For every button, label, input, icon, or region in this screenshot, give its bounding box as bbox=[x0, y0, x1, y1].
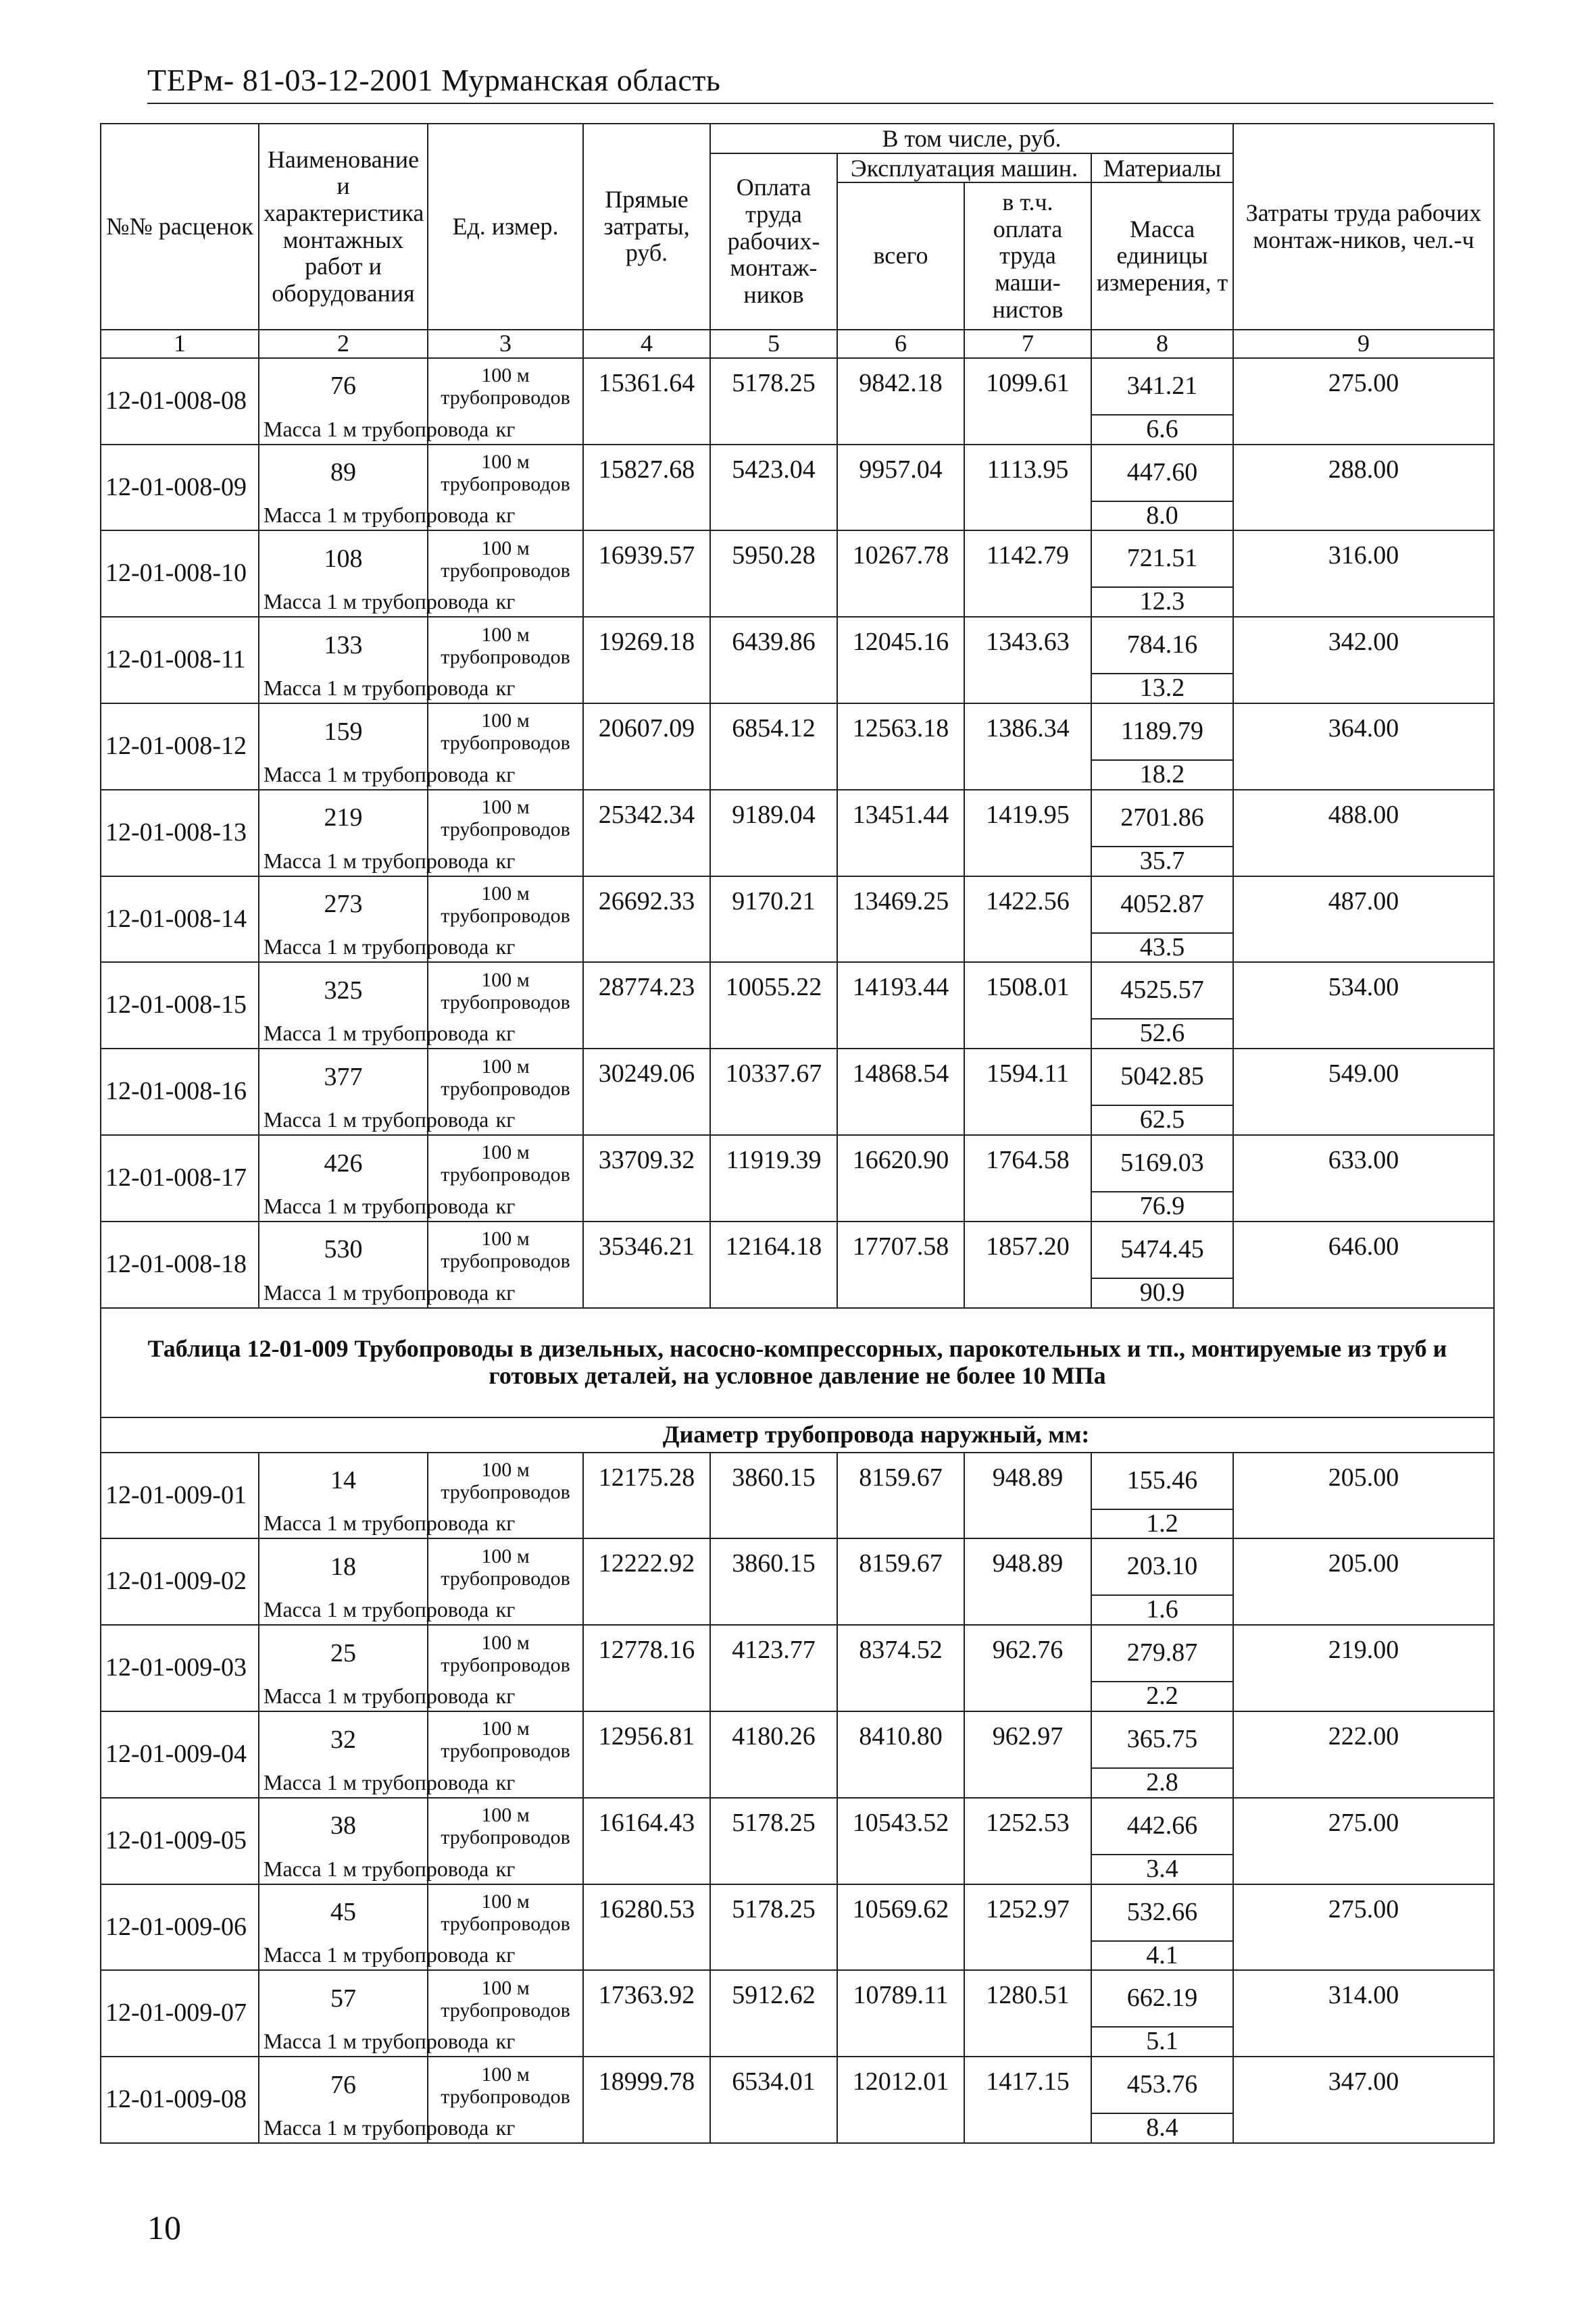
table-row bbox=[101, 1222, 1494, 1278]
col-header-materials-mass: Масса единицы измерения, т bbox=[1091, 182, 1233, 330]
labor-pay: 3860.15 bbox=[710, 1538, 837, 1625]
table-row bbox=[101, 876, 1494, 933]
mass-label: Масса 1 м трубопровода bbox=[259, 1855, 428, 1884]
column-number: 4 bbox=[583, 330, 710, 358]
labor-pay: 5912.62 bbox=[710, 1970, 837, 2057]
machines-total: 10569.62 bbox=[837, 1884, 964, 1971]
table-row bbox=[101, 358, 1494, 415]
unit-label: 100 м трубопроводов bbox=[428, 1711, 583, 1768]
table-row bbox=[101, 445, 1494, 501]
labor-hours: 222.00 bbox=[1233, 1711, 1494, 1798]
mass-value: 1.6 bbox=[1091, 1595, 1233, 1625]
mass-value: 8.0 bbox=[1091, 501, 1233, 531]
direct-cost: 28774.23 bbox=[583, 962, 710, 1049]
mass-label: Масса 1 м трубопровода bbox=[259, 1192, 428, 1222]
rate-code: 12-01-009-02 bbox=[101, 1538, 259, 1625]
machines-pay: 1419.95 bbox=[964, 790, 1091, 876]
labor-hours: 219.00 bbox=[1233, 1625, 1494, 1711]
mass-unit: кг bbox=[428, 2113, 583, 2143]
table-row bbox=[101, 530, 1494, 587]
materials-cost: 4052.87 bbox=[1091, 876, 1233, 933]
machines-total: 9957.04 bbox=[837, 445, 964, 531]
labor-hours: 205.00 bbox=[1233, 1538, 1494, 1625]
labor-pay: 4123.77 bbox=[710, 1625, 837, 1711]
mass-label: Масса 1 м трубопровода bbox=[259, 2027, 428, 2057]
col-header-machines-total: всего bbox=[837, 182, 964, 330]
mass-unit: кг bbox=[428, 933, 583, 963]
table-row bbox=[101, 1798, 1494, 1855]
pipe-diameter: 57 bbox=[259, 1970, 428, 2027]
pipe-diameter: 89 bbox=[259, 445, 428, 501]
labor-pay: 4180.26 bbox=[710, 1711, 837, 1798]
rate-code: 12-01-008-12 bbox=[101, 703, 259, 790]
machines-total: 9842.18 bbox=[837, 358, 964, 445]
machines-pay: 1280.51 bbox=[964, 1970, 1091, 2057]
mass-value: 62.5 bbox=[1091, 1105, 1233, 1135]
pipe-diameter: 426 bbox=[259, 1135, 428, 1192]
machines-pay: 1594.11 bbox=[964, 1049, 1091, 1135]
header-rule bbox=[147, 103, 1493, 104]
mass-label: Масса 1 м трубопровода bbox=[259, 2113, 428, 2143]
materials-cost: 2701.86 bbox=[1091, 790, 1233, 847]
labor-hours: 534.00 bbox=[1233, 962, 1494, 1049]
mass-unit: кг bbox=[428, 1509, 583, 1539]
pipe-diameter: 219 bbox=[259, 790, 428, 847]
column-number: 6 bbox=[837, 330, 964, 358]
mass-label: Масса 1 м трубопровода bbox=[259, 1105, 428, 1135]
pipe-diameter: 76 bbox=[259, 358, 428, 415]
mass-unit: кг bbox=[428, 501, 583, 531]
diameter-spacer bbox=[101, 1417, 259, 1453]
machines-total: 10789.11 bbox=[837, 1970, 964, 2057]
pipe-diameter: 38 bbox=[259, 1798, 428, 1855]
mass-value: 8.4 bbox=[1091, 2113, 1233, 2143]
direct-cost: 12175.28 bbox=[583, 1453, 710, 1539]
mass-unit: кг bbox=[428, 415, 583, 445]
labor-hours: 646.00 bbox=[1233, 1222, 1494, 1308]
materials-cost: 662.19 bbox=[1091, 1970, 1233, 2027]
machines-pay: 1142.79 bbox=[964, 530, 1091, 617]
labor-pay: 5950.28 bbox=[710, 530, 837, 617]
materials-cost: 1189.79 bbox=[1091, 703, 1233, 760]
unit-label: 100 м трубопроводов bbox=[428, 1798, 583, 1855]
direct-cost: 15827.68 bbox=[583, 445, 710, 531]
materials-cost: 5474.45 bbox=[1091, 1222, 1233, 1278]
unit-label: 100 м трубопроводов bbox=[428, 1135, 583, 1192]
labor-hours: 364.00 bbox=[1233, 703, 1494, 790]
labor-pay: 5178.25 bbox=[710, 358, 837, 445]
labor-hours: 314.00 bbox=[1233, 1970, 1494, 2057]
mass-unit: кг bbox=[428, 1768, 583, 1798]
table-row bbox=[101, 1049, 1494, 1105]
materials-cost: 365.75 bbox=[1091, 1711, 1233, 1768]
unit-label: 100 м трубопроводов bbox=[428, 2057, 583, 2113]
labor-pay: 5423.04 bbox=[710, 445, 837, 531]
labor-hours: 275.00 bbox=[1233, 1798, 1494, 1884]
pipe-diameter: 273 bbox=[259, 876, 428, 933]
labor-hours: 342.00 bbox=[1233, 617, 1494, 703]
direct-cost: 16280.53 bbox=[583, 1884, 710, 1971]
materials-cost: 784.16 bbox=[1091, 617, 1233, 674]
direct-cost: 15361.64 bbox=[583, 358, 710, 445]
labor-pay: 9170.21 bbox=[710, 876, 837, 963]
rate-code: 12-01-008-11 bbox=[101, 617, 259, 703]
mass-label: Масса 1 м трубопровода bbox=[259, 587, 428, 617]
rate-code: 12-01-008-18 bbox=[101, 1222, 259, 1308]
mass-value: 2.8 bbox=[1091, 1768, 1233, 1798]
pipe-diameter: 18 bbox=[259, 1538, 428, 1595]
mass-value: 35.7 bbox=[1091, 847, 1233, 876]
mass-unit: кг bbox=[428, 1941, 583, 1971]
mass-unit: кг bbox=[428, 1019, 583, 1049]
rate-code: 12-01-008-17 bbox=[101, 1135, 259, 1222]
machines-pay: 1422.56 bbox=[964, 876, 1091, 963]
column-number: 1 bbox=[101, 330, 259, 358]
mass-value: 5.1 bbox=[1091, 2027, 1233, 2057]
machines-total: 12012.01 bbox=[837, 2057, 964, 2143]
materials-cost: 341.21 bbox=[1091, 358, 1233, 415]
unit-label: 100 м трубопроводов bbox=[428, 530, 583, 587]
machines-pay: 1764.58 bbox=[964, 1135, 1091, 1222]
pipe-diameter: 325 bbox=[259, 962, 428, 1019]
direct-cost: 17363.92 bbox=[583, 1970, 710, 2057]
mass-unit: кг bbox=[428, 847, 583, 876]
unit-label: 100 м трубопроводов bbox=[428, 1538, 583, 1595]
materials-cost: 155.46 bbox=[1091, 1453, 1233, 1509]
mass-value: 52.6 bbox=[1091, 1019, 1233, 1049]
machines-pay: 1252.53 bbox=[964, 1798, 1091, 1884]
mass-label: Масса 1 м трубопровода bbox=[259, 847, 428, 876]
labor-hours: 487.00 bbox=[1233, 876, 1494, 963]
col-header-incl: В том числе, руб. bbox=[710, 124, 1233, 153]
mass-value: 13.2 bbox=[1091, 674, 1233, 703]
col-header-machines: Эксплуатация машин. bbox=[837, 153, 1091, 183]
machines-total: 13451.44 bbox=[837, 790, 964, 876]
machines-pay: 1386.34 bbox=[964, 703, 1091, 790]
machines-pay: 1252.97 bbox=[964, 1884, 1091, 1971]
labor-pay: 10055.22 bbox=[710, 962, 837, 1049]
machines-total: 12563.18 bbox=[837, 703, 964, 790]
machines-pay: 962.76 bbox=[964, 1625, 1091, 1711]
mass-value: 2.2 bbox=[1091, 1682, 1233, 1711]
mass-unit: кг bbox=[428, 587, 583, 617]
page-number: 10 bbox=[147, 2209, 181, 2246]
pipe-diameter: 25 bbox=[259, 1625, 428, 1682]
labor-pay: 11919.39 bbox=[710, 1135, 837, 1222]
mass-label: Масса 1 м трубопровода bbox=[259, 415, 428, 445]
table-row bbox=[101, 703, 1494, 760]
table-row bbox=[101, 1884, 1494, 1941]
mass-value: 90.9 bbox=[1091, 1278, 1233, 1308]
mass-label: Масса 1 м трубопровода bbox=[259, 1682, 428, 1711]
pipe-diameter: 108 bbox=[259, 530, 428, 587]
rate-code: 12-01-009-04 bbox=[101, 1711, 259, 1798]
direct-cost: 16939.57 bbox=[583, 530, 710, 617]
materials-cost: 442.66 bbox=[1091, 1798, 1233, 1855]
labor-pay: 6534.01 bbox=[710, 2057, 837, 2143]
materials-cost: 279.87 bbox=[1091, 1625, 1233, 1682]
labor-hours: 347.00 bbox=[1233, 2057, 1494, 2143]
machines-total: 14868.54 bbox=[837, 1049, 964, 1135]
rate-code: 12-01-008-15 bbox=[101, 962, 259, 1049]
labor-hours: 275.00 bbox=[1233, 358, 1494, 445]
mass-unit: кг bbox=[428, 1682, 583, 1711]
direct-cost: 19269.18 bbox=[583, 617, 710, 703]
machines-total: 16620.90 bbox=[837, 1135, 964, 1222]
price-table bbox=[100, 123, 1495, 2144]
pipe-diameter: 377 bbox=[259, 1049, 428, 1105]
machines-total: 8410.80 bbox=[837, 1711, 964, 1798]
labor-pay: 10337.67 bbox=[710, 1049, 837, 1135]
machines-total: 8159.67 bbox=[837, 1453, 964, 1539]
machines-total: 10267.78 bbox=[837, 530, 964, 617]
mass-label: Масса 1 м трубопровода bbox=[259, 1595, 428, 1625]
unit-label: 100 м трубопроводов bbox=[428, 1970, 583, 2027]
direct-cost: 26692.33 bbox=[583, 876, 710, 963]
pipe-diameter: 76 bbox=[259, 2057, 428, 2113]
pipe-diameter: 32 bbox=[259, 1711, 428, 1768]
machines-pay: 948.89 bbox=[964, 1453, 1091, 1539]
machines-pay: 1508.01 bbox=[964, 962, 1091, 1049]
mass-unit: кг bbox=[428, 1855, 583, 1884]
rate-code: 12-01-008-16 bbox=[101, 1049, 259, 1135]
machines-pay: 962.97 bbox=[964, 1711, 1091, 1798]
unit-label: 100 м трубопроводов bbox=[428, 1222, 583, 1278]
table-row bbox=[101, 962, 1494, 1019]
col-header-direct: Прямые затраты, руб. bbox=[583, 124, 710, 330]
direct-cost: 33709.32 bbox=[583, 1135, 710, 1222]
materials-cost: 203.10 bbox=[1091, 1538, 1233, 1595]
column-number: 7 bbox=[964, 330, 1091, 358]
mass-label: Масса 1 м трубопровода bbox=[259, 1278, 428, 1308]
col-header-code: №№ расценок bbox=[101, 124, 259, 330]
machines-pay: 1857.20 bbox=[964, 1222, 1091, 1308]
rate-code: 12-01-009-07 bbox=[101, 1970, 259, 2057]
col-header-name: Наименование и характеристика монтажных работ и оборудования bbox=[259, 124, 428, 330]
col-header-materials: Материалы bbox=[1091, 153, 1233, 183]
table-row bbox=[101, 1135, 1494, 1192]
rate-code: 12-01-009-08 bbox=[101, 2057, 259, 2143]
table-row bbox=[101, 1538, 1494, 1595]
direct-cost: 16164.43 bbox=[583, 1798, 710, 1884]
mass-value: 6.6 bbox=[1091, 415, 1233, 445]
rate-code: 12-01-009-05 bbox=[101, 1798, 259, 1884]
pipe-diameter: 133 bbox=[259, 617, 428, 674]
machines-pay: 1099.61 bbox=[964, 358, 1091, 445]
table-row bbox=[101, 1453, 1494, 1509]
rate-code: 12-01-009-03 bbox=[101, 1625, 259, 1711]
unit-label: 100 м трубопроводов bbox=[428, 703, 583, 760]
materials-cost: 453.76 bbox=[1091, 2057, 1233, 2113]
mass-unit: кг bbox=[428, 760, 583, 790]
column-number: 2 bbox=[259, 330, 428, 358]
machines-pay: 1343.63 bbox=[964, 617, 1091, 703]
unit-label: 100 м трубопроводов bbox=[428, 962, 583, 1019]
mass-unit: кг bbox=[428, 1595, 583, 1625]
labor-hours: 288.00 bbox=[1233, 445, 1494, 531]
pipe-diameter: 530 bbox=[259, 1222, 428, 1278]
mass-unit: кг bbox=[428, 1278, 583, 1308]
rate-code: 12-01-008-08 bbox=[101, 358, 259, 445]
machines-total: 12045.16 bbox=[837, 617, 964, 703]
col-header-labor-pay: Оплата труда рабочих-монтаж-ников bbox=[710, 153, 837, 330]
machines-total: 14193.44 bbox=[837, 962, 964, 1049]
mass-value: 43.5 bbox=[1091, 933, 1233, 963]
column-number: 5 bbox=[710, 330, 837, 358]
direct-cost: 35346.21 bbox=[583, 1222, 710, 1308]
labor-pay: 9189.04 bbox=[710, 790, 837, 876]
labor-hours: 316.00 bbox=[1233, 530, 1494, 617]
mass-unit: кг bbox=[428, 2027, 583, 2057]
pipe-diameter: 159 bbox=[259, 703, 428, 760]
mass-value: 1.2 bbox=[1091, 1509, 1233, 1539]
rate-code: 12-01-009-06 bbox=[101, 1884, 259, 1971]
materials-cost: 5042.85 bbox=[1091, 1049, 1233, 1105]
mass-unit: кг bbox=[428, 1192, 583, 1222]
materials-cost: 4525.57 bbox=[1091, 962, 1233, 1019]
rate-code: 12-01-009-01 bbox=[101, 1453, 259, 1539]
col-header-machines-pay: в т.ч. оплата труда маши-нистов bbox=[964, 182, 1091, 330]
materials-cost: 532.66 bbox=[1091, 1884, 1233, 1941]
pipe-diameter: 14 bbox=[259, 1453, 428, 1509]
machines-total: 13469.25 bbox=[837, 876, 964, 963]
labor-pay: 6439.86 bbox=[710, 617, 837, 703]
unit-label: 100 м трубопроводов bbox=[428, 445, 583, 501]
table-row bbox=[101, 617, 1494, 674]
direct-cost: 20607.09 bbox=[583, 703, 710, 790]
labor-hours: 205.00 bbox=[1233, 1453, 1494, 1539]
col-header-labor-cost: Затраты труда рабочих монтаж-ников, чел.-ч bbox=[1233, 124, 1494, 330]
labor-hours: 549.00 bbox=[1233, 1049, 1494, 1135]
direct-cost: 12222.92 bbox=[583, 1538, 710, 1625]
column-number: 9 bbox=[1233, 330, 1494, 358]
rate-code: 12-01-008-09 bbox=[101, 445, 259, 531]
direct-cost: 12956.81 bbox=[583, 1711, 710, 1798]
materials-cost: 721.51 bbox=[1091, 530, 1233, 587]
table-title: Таблица 12-01-009 Трубопроводы в дизельных, насосно-компрессорных, парокотельных и тп., монтируемые из труб и готовых деталей, на условное давление не более 10 МПа bbox=[101, 1308, 1494, 1417]
mass-value: 12.3 bbox=[1091, 587, 1233, 617]
mass-unit: кг bbox=[428, 674, 583, 703]
column-number: 8 bbox=[1091, 330, 1233, 358]
direct-cost: 18999.78 bbox=[583, 2057, 710, 2143]
labor-hours: 275.00 bbox=[1233, 1884, 1494, 1971]
direct-cost: 25342.34 bbox=[583, 790, 710, 876]
unit-label: 100 м трубопроводов bbox=[428, 876, 583, 933]
mass-label: Масса 1 м трубопровода bbox=[259, 501, 428, 531]
mass-label: Масса 1 м трубопровода bbox=[259, 1768, 428, 1798]
mass-label: Масса 1 м трубопровода bbox=[259, 674, 428, 703]
machines-total: 8374.52 bbox=[837, 1625, 964, 1711]
unit-label: 100 м трубопроводов bbox=[428, 617, 583, 674]
mass-label: Масса 1 м трубопровода bbox=[259, 1019, 428, 1049]
materials-cost: 5169.03 bbox=[1091, 1135, 1233, 1192]
mass-value: 3.4 bbox=[1091, 1855, 1233, 1884]
unit-label: 100 м трубопроводов bbox=[428, 1453, 583, 1509]
labor-hours: 488.00 bbox=[1233, 790, 1494, 876]
labor-pay: 5178.25 bbox=[710, 1798, 837, 1884]
labor-pay: 5178.25 bbox=[710, 1884, 837, 1971]
table-row bbox=[101, 1970, 1494, 2027]
pipe-diameter: 45 bbox=[259, 1884, 428, 1941]
mass-unit: кг bbox=[428, 1105, 583, 1135]
machines-total: 10543.52 bbox=[837, 1798, 964, 1884]
table-row bbox=[101, 2057, 1494, 2113]
direct-cost: 30249.06 bbox=[583, 1049, 710, 1135]
machines-pay: 1417.15 bbox=[964, 2057, 1091, 2143]
unit-label: 100 м трубопроводов bbox=[428, 1884, 583, 1941]
mass-value: 18.2 bbox=[1091, 760, 1233, 790]
machines-pay: 948.89 bbox=[964, 1538, 1091, 1625]
materials-cost: 447.60 bbox=[1091, 445, 1233, 501]
unit-label: 100 м трубопроводов bbox=[428, 790, 583, 847]
machines-total: 17707.58 bbox=[837, 1222, 964, 1308]
table-row bbox=[101, 790, 1494, 847]
labor-hours: 633.00 bbox=[1233, 1135, 1494, 1222]
rate-code: 12-01-008-14 bbox=[101, 876, 259, 963]
rate-code: 12-01-008-13 bbox=[101, 790, 259, 876]
table-row bbox=[101, 1625, 1494, 1682]
rate-code: 12-01-008-10 bbox=[101, 530, 259, 617]
direct-cost: 12778.16 bbox=[583, 1625, 710, 1711]
table-row bbox=[101, 1711, 1494, 1768]
unit-label: 100 м трубопроводов bbox=[428, 1625, 583, 1682]
mass-label: Масса 1 м трубопровода bbox=[259, 1509, 428, 1539]
col-header-unit: Ед. измер. bbox=[428, 124, 583, 330]
labor-pay: 12164.18 bbox=[710, 1222, 837, 1308]
unit-label: 100 м трубопроводов bbox=[428, 358, 583, 415]
labor-pay: 3860.15 bbox=[710, 1453, 837, 1539]
machines-pay: 1113.95 bbox=[964, 445, 1091, 531]
machines-total: 8159.67 bbox=[837, 1538, 964, 1625]
mass-label: Масса 1 м трубопровода bbox=[259, 933, 428, 963]
diameter-label: Диаметр трубопровода наружный, мм: bbox=[259, 1417, 1494, 1453]
labor-pay: 6854.12 bbox=[710, 703, 837, 790]
mass-value: 4.1 bbox=[1091, 1941, 1233, 1971]
page-header-title: ТЕРм- 81-03-12-2001 Мурманская область bbox=[147, 63, 721, 97]
mass-value: 76.9 bbox=[1091, 1192, 1233, 1222]
column-number: 3 bbox=[428, 330, 583, 358]
mass-label: Масса 1 м трубопровода bbox=[259, 1941, 428, 1971]
unit-label: 100 м трубопроводов bbox=[428, 1049, 583, 1105]
mass-label: Масса 1 м трубопровода bbox=[259, 760, 428, 790]
